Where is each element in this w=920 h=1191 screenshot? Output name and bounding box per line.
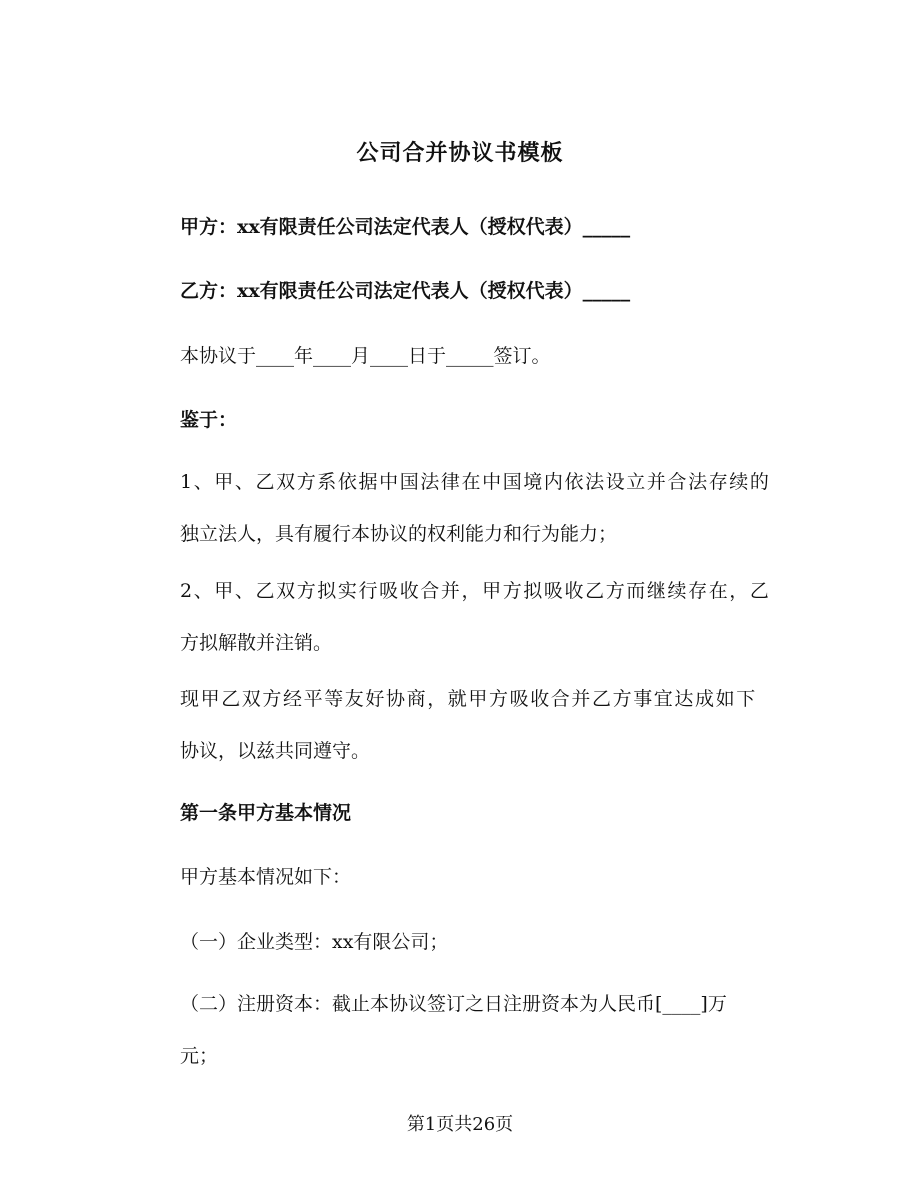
intro-line-2: 协议，以兹共同遵守。 [180,740,371,762]
article-1-item-2-line-1: （二）注册资本：截止本协议签订之日注册资本为人民币[____]万 [180,993,727,1015]
signing-line: 本协议于____年____月____日于_____签订。 [180,345,551,367]
document-title: 公司合并协议书模板 [356,140,564,166]
intro-paragraph [180,673,780,777]
article-1-item-2 [180,978,780,1082]
party-a-line: 甲方：xx有限责任公司法定代表人（授权代表）_____ [180,216,631,238]
intro-line-1: 现甲乙双方经平等友好协商，就甲方吸收合并乙方事宜达成如下 [180,688,757,710]
article-1-item-2-line-2: 元； [180,1045,219,1067]
page-number: 第1页共26页 [406,1114,514,1135]
article-1-item-1: （一）企业类型：xx有限公司； [180,931,449,953]
party-b-line: 乙方：xx有限责任公司法定代表人（授权代表）_____ [180,280,631,302]
whereas-item-2-line-2: 方拟解散并注销。 [180,632,333,654]
whereas-item-1 [180,456,780,560]
whereas-item-1-line-2: 独立法人，具有履行本协议的权利能力和行为能力； [180,523,618,545]
whereas-heading: 鉴于： [180,409,238,431]
article-1-intro: 甲方基本情况如下： [180,866,352,888]
whereas-item-2 [180,565,780,669]
whereas-item-1-line-1: 1、甲、乙双方系依据中国法律在中国境内依法设立并合法存续的 [180,471,771,493]
whereas-item-2-line-1: 2、甲、乙双方拟实行吸收合并，甲方拟吸收乙方而继续存在，乙 [180,580,771,602]
article-1-heading: 第一条甲方基本情况 [180,802,352,824]
